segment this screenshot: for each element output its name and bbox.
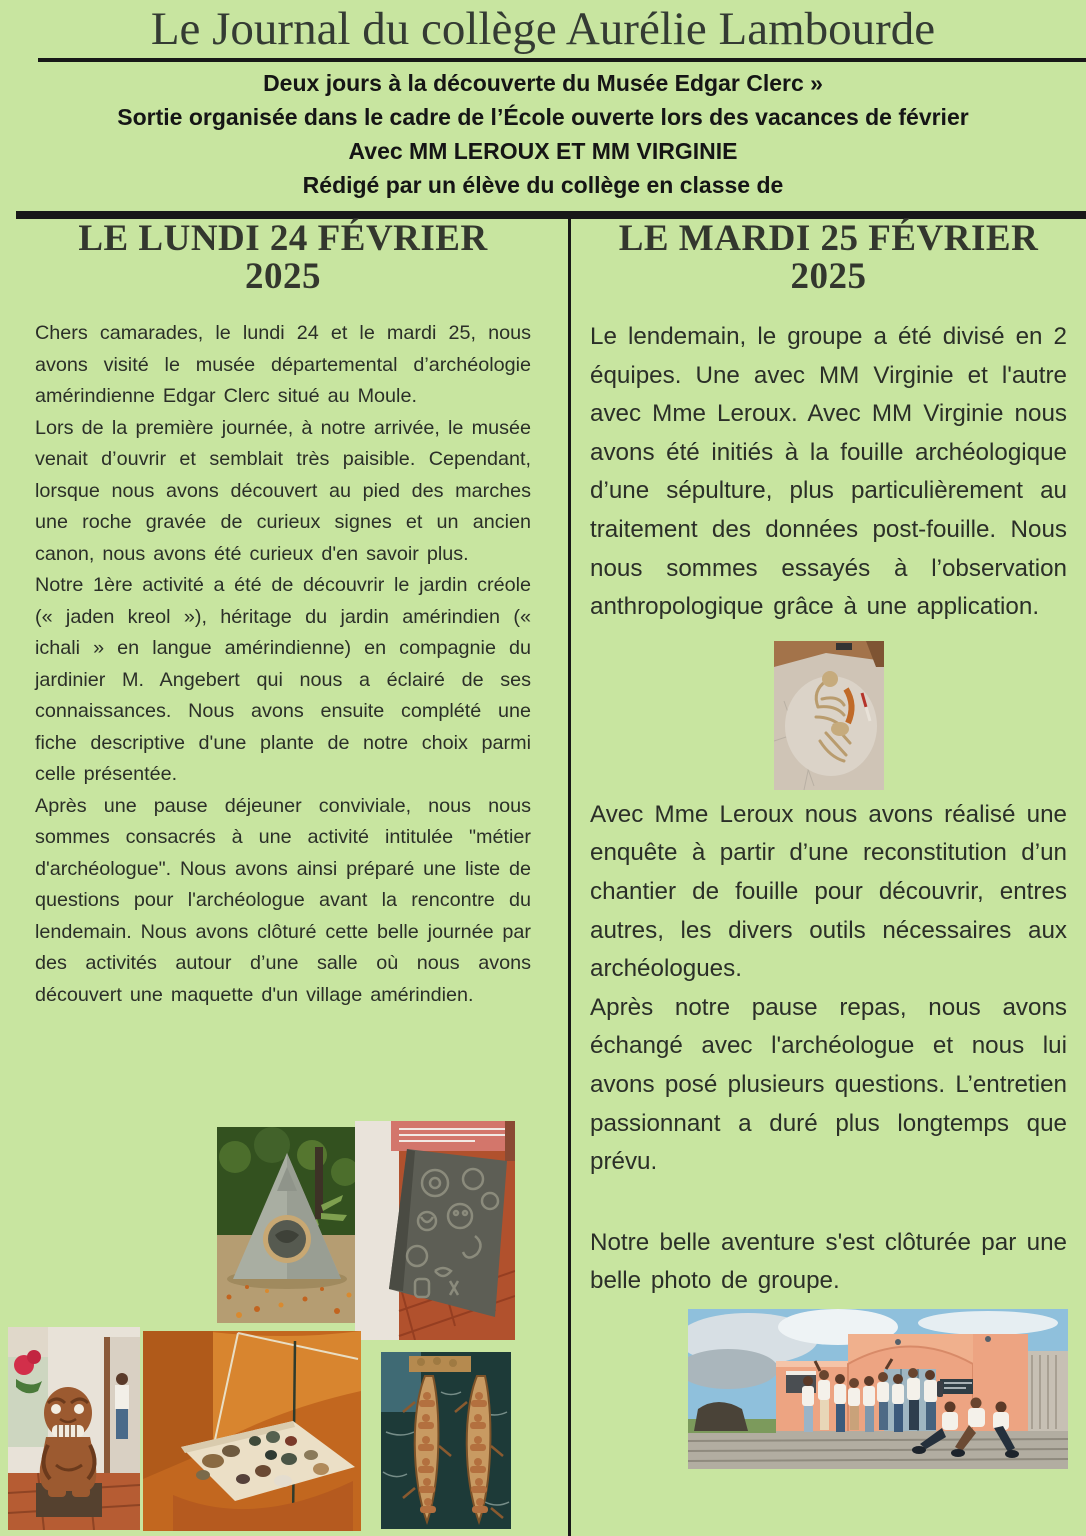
tuesday-paragraph-3: Après notre pause repas, nous avons échangé avec l'archéologue et nous lui avons posé plusieurs questions. L’entretien passionnant a duré plus longtemps que prévu.: [590, 993, 1067, 1176]
monday-paragraph-4: Après une pause déjeuner conviviale, nous nous sommes consacrés à une activité intitulée "métier d'archéologue". Nous avons ainsi préparé une liste de questions pour l'archéologue avant la rencontre du lendemain. Nous avons clôturé cette belle journée par des activités autour d’une salle où nous avons découvert une maquette d'un village amérindien.: [35, 794, 531, 1006]
subtitle-line-1: Deux jours à la découverte du Musée Edgar Clerc »: [263, 70, 823, 96]
photo-skeleton-excavation: [774, 641, 884, 790]
tuesday-heading: [590, 220, 1067, 296]
photo-artifact-display-case: [143, 1331, 361, 1531]
subtitle-block: [0, 66, 1086, 202]
tuesday-paragraph-4: Notre belle aventure s'est clôturée par une belle photo de groupe.: [590, 1228, 1067, 1295]
tuesday-heading-year: 2025: [790, 256, 867, 297]
photo-triangular-engraved-stone: [217, 1127, 357, 1323]
page-title: Le Journal du collège Aurélie Lambourde: [150, 3, 936, 55]
subtitle-line-4: Rédigé par un élève du collège en classe de: [302, 172, 784, 198]
right-column-tuesday: [590, 220, 1067, 1469]
monday-paragraph-3: Notre 1ère activité a été de découvrir le jardin créole (« jaden kreol »), héritage du jardin amérindien (« ichali » en langue amérindienne) en compagnie du jardinier M. Angebert qui nous a éclairé de ses connaissances. Nous avons ensuite complété une fiche descriptive d'une plante de notre choix parmi celle présentée.: [35, 574, 531, 785]
monday-heading-date: LE LUNDI 24 FÉVRIER: [78, 218, 488, 259]
photo-petroglyph-slab: [355, 1121, 515, 1340]
subtitle-line-2: Sortie organisée dans le cadre de l’École ouverte lors des vacances de février: [117, 104, 969, 130]
monday-paragraph-1: Chers camarades, le lundi 24 et le mardi 25, nous avons visité le musée départemental d’archéologie amérindienne Edgar Clerc situé au Moule.: [35, 322, 531, 407]
column-divider: [568, 219, 571, 1536]
photo-canoe-diorama: [381, 1352, 511, 1529]
left-column-monday: [35, 220, 531, 1011]
photo-wooden-statue: [8, 1327, 140, 1530]
photo-group-on-museum-steps: [688, 1309, 1068, 1469]
tuesday-paragraph-2: Avec Mme Leroux nous avons réalisé une enquête à partir d’une reconstitution d’un chantier de fouille pour découvrir, entres autres, les divers outils nécessaires aux archéologues.: [590, 800, 1067, 983]
title-rule: [38, 58, 1086, 62]
tuesday-paragraph-1: Le lendemain, le groupe a été divisé en 2 équipes. Une avec MM Virginie et l'autre avec Mme Leroux. Avec MM Virginie nous avons été initiés à la fouille archéologique d’une sépulture, plus particulièrement au traitement des données post-fouille. Nous nous sommes essayés à l’observation anthropologique grâce à une application.: [590, 323, 1067, 621]
monday-heading: [35, 220, 531, 296]
subtitle-line-3: Avec MM LEROUX ET MM VIRGINIE: [348, 138, 738, 164]
tuesday-heading-date: LE MARDI 25 FÉVRIER: [618, 218, 1039, 259]
monday-paragraph-2: Lors de la première journée, à notre arrivée, le musée venait d’ouvrir et semblait très paisible. Cependant, lorsque nous avons découvert au pied des marches une roche gravée de curieux signes et un ancien canon, nous avons été curieux d'en savoir plus.: [35, 416, 531, 565]
monday-heading-year: 2025: [245, 256, 321, 297]
